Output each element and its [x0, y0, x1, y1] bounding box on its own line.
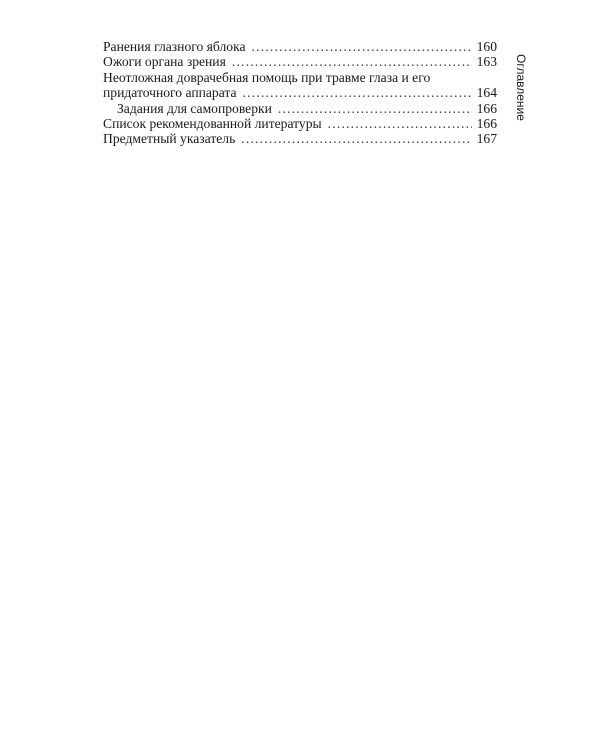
- toc-entry-title: Ожоги органа зрения: [103, 54, 226, 70]
- toc-entry[interactable]: [103, 54, 497, 69]
- dot-leader: [232, 54, 472, 69]
- dot-leader: [278, 101, 472, 116]
- toc-entry[interactable]: [103, 39, 497, 54]
- dot-leader: [328, 116, 472, 131]
- toc-entry[interactable]: [103, 116, 497, 131]
- table-of-contents: [103, 39, 497, 147]
- toc-entry[interactable]: [103, 131, 497, 146]
- running-head: Оглавление: [514, 54, 528, 121]
- toc-entry-page: 167: [476, 131, 497, 147]
- toc-entry[interactable]: [103, 70, 497, 101]
- toc-entry-page: 163: [476, 54, 497, 70]
- toc-entry-page: 166: [476, 100, 497, 116]
- toc-entry-title: Задания для самопроверки: [117, 100, 272, 116]
- dot-leader: [243, 85, 472, 100]
- toc-entry-page: 160: [476, 39, 497, 54]
- dot-leader: [241, 131, 471, 146]
- toc-entry-title-line2: придаточного аппарата: [103, 85, 237, 101]
- toc-entry-title: Предметный указатель: [103, 131, 236, 147]
- toc-entry-page: 164: [476, 85, 497, 101]
- toc-entry-title-line1: Неотложная доврачебная помощь при травме глаза и его: [103, 69, 431, 85]
- toc-entry-title: Ранения глазного яблока: [103, 39, 246, 54]
- toc-entry-title: Список рекомендованной литературы: [103, 116, 322, 132]
- dot-leader: [252, 39, 472, 54]
- toc-entry-page: 166: [476, 116, 497, 132]
- toc-entry[interactable]: [103, 101, 497, 116]
